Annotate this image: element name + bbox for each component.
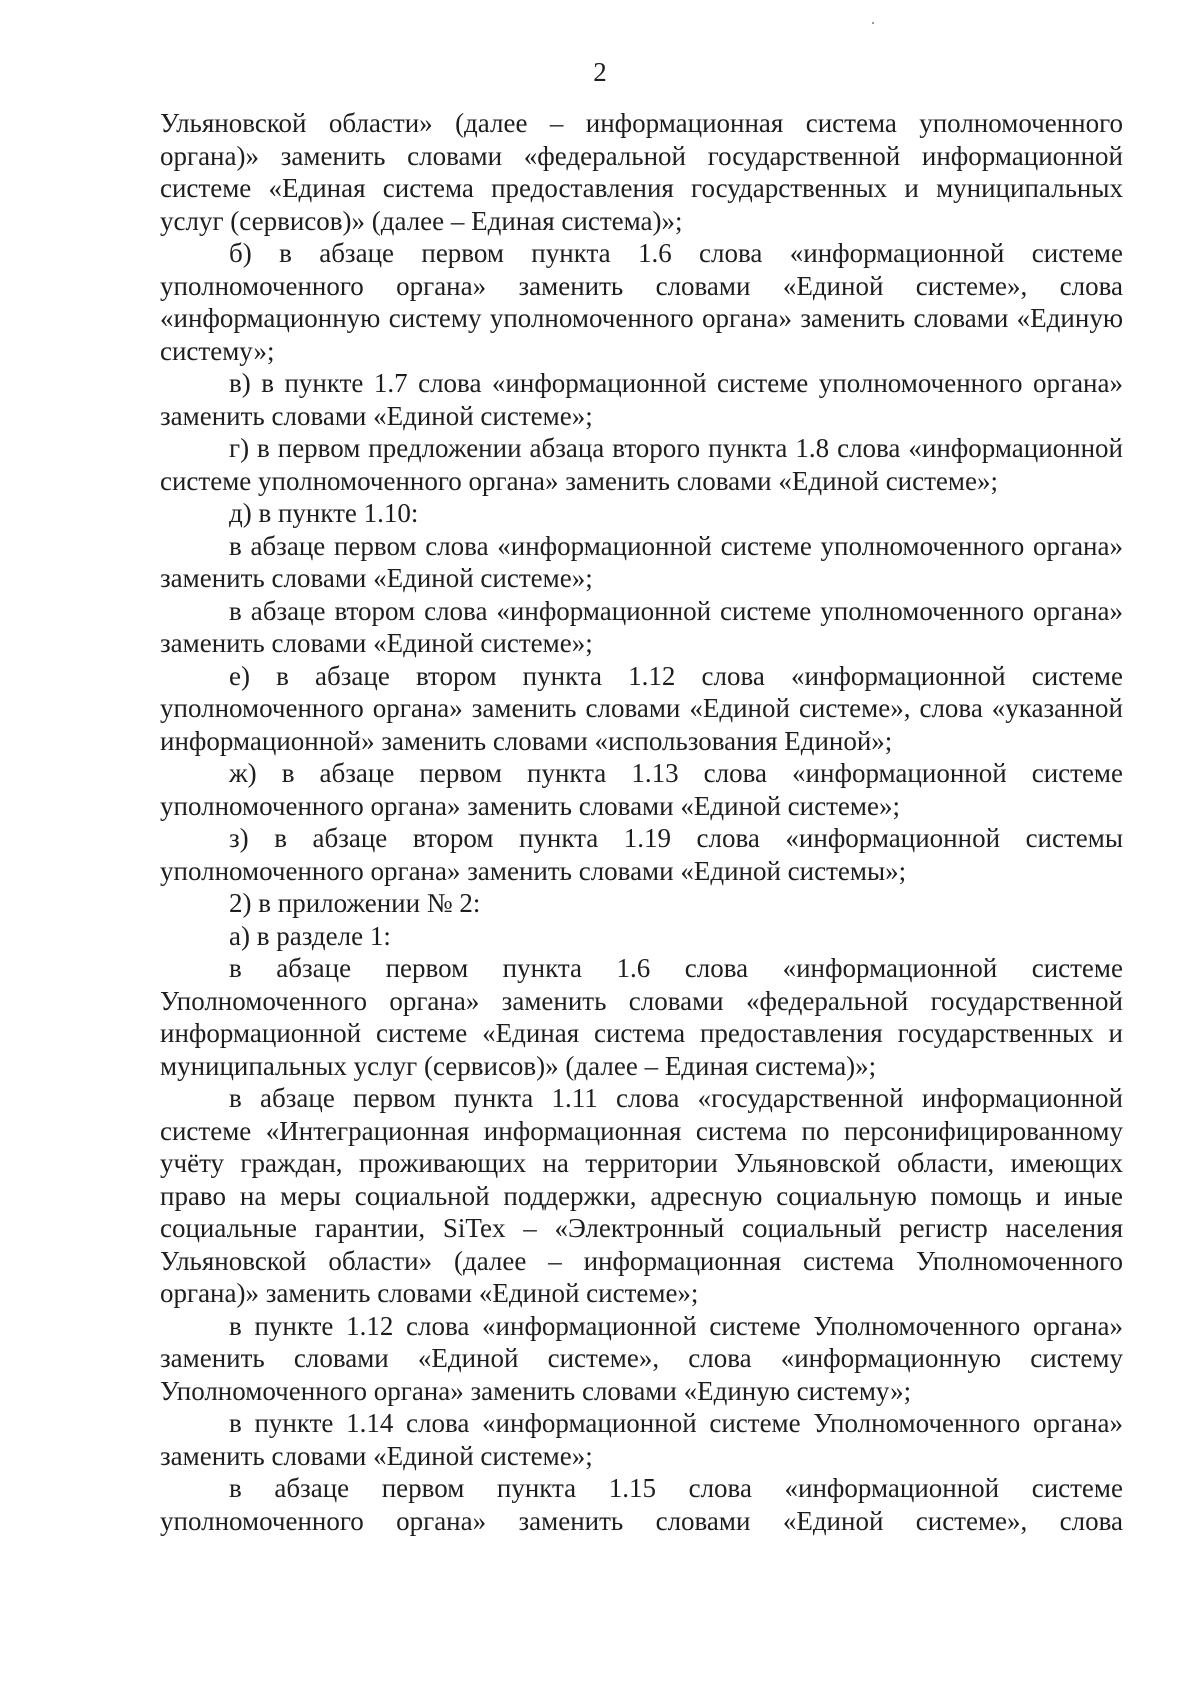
paragraph-section-1: а) в разделе 1: <box>229 920 391 951</box>
paragraph-item-g: г) в первом предложении абзаца второго пункта 1.8 слова «информационной системе уполномоченного органа» заменить словами «Единой системе»; <box>160 433 1123 496</box>
document-body <box>160 107 1123 1537</box>
page-number: 2 <box>593 57 607 87</box>
paragraph-item-d-first-abzac: в абзаце первом слова «информационной системе уполномоченного органа» заменить словами «Единой системе»; <box>160 530 1123 593</box>
paragraph-item-zh: ж) в абзаце первом пункта 1.13 слова «информационной системе уполномоченного органа» заменить словами «Единой системе»; <box>160 758 1123 821</box>
paragraph-appendix-2: 2) в приложении № 2: <box>229 888 481 918</box>
paragraph-point-1-15: в абзаце первом пункта 1.15 слова «информационной системе уполномоченного органа» заменить словами «Единой системе», слова <box>160 1473 1123 1536</box>
paragraph-item-b: б) в абзаце первом пункта 1.6 слова «информационной системе уполномоченного органа» заменить словами «Единой системе», слова «информационную систему уполномоченного органа» заменить словами «Единую систему»; <box>160 238 1123 366</box>
paragraph-continuation: Ульяновской области» (далее – информационная система уполномоченного органа)» заменить словами «федеральной государственной информационной системе «Единая система предоставления государственных и муниципальных услуг (сервисов)» (далее – Единая система)»; <box>160 108 1123 236</box>
paragraph-item-v: в) в пункте 1.7 слова «информационной системе уполномоченного органа» заменить словами «Единой системе»; <box>160 368 1123 431</box>
scan-speck <box>872 22 874 24</box>
paragraph-item-z: з) в абзаце втором пункта 1.19 слова «информационной системы уполномоченного органа» заменить словами «Единой системы»; <box>160 823 1123 886</box>
paragraph-item-e: е) в абзаце втором пункта 1.12 слова «информационной системе уполномоченного органа» заменить словами «Единой системе», слова «указанной информационной» заменить словами «использования Единой»; <box>160 660 1123 756</box>
paragraph-point-1-6: в абзаце первом пункта 1.6 слова «информационной системе Уполномоченного органа» заменить словами «федеральной государственной информационной системе «Единая система предоставления государственных и муниципальных услуг (сервисов)» (далее – Единая система)»; <box>160 953 1123 1081</box>
paragraph-point-1-11: в абзаце первом пункта 1.11 слова «государственной информационной системе «Интеграционная информационная система по персонифицированному учёту граждан, проживающих на территории Ульяновской области, имеющих право на меры социальной поддержки, адресную социальную помощь и иные социальные гарантии, SiTex – «Электронный социальный регистр населения Ульяновской области» (далее – информационная система Уполномоченного органа)» заменить словами «Единой системе»; <box>160 1083 1123 1308</box>
paragraph-item-d: д) в пункте 1.10: <box>229 498 419 528</box>
paragraph-point-1-14: в пункте 1.14 слова «информационной системе Уполномоченного органа» заменить словами «Единой системе»; <box>160 1408 1123 1471</box>
paragraph-point-1-12: в пункте 1.12 слова «информационной системе Уполномоченного органа» заменить словами «Единой системе», слова «информационную систему Уполномоченного органа» заменить словами «Единую систему»; <box>160 1310 1123 1406</box>
paragraph-item-d-second-abzac: в абзаце втором слова «информационной системе уполномоченного органа» заменить словами «Единой системе»; <box>160 595 1123 658</box>
